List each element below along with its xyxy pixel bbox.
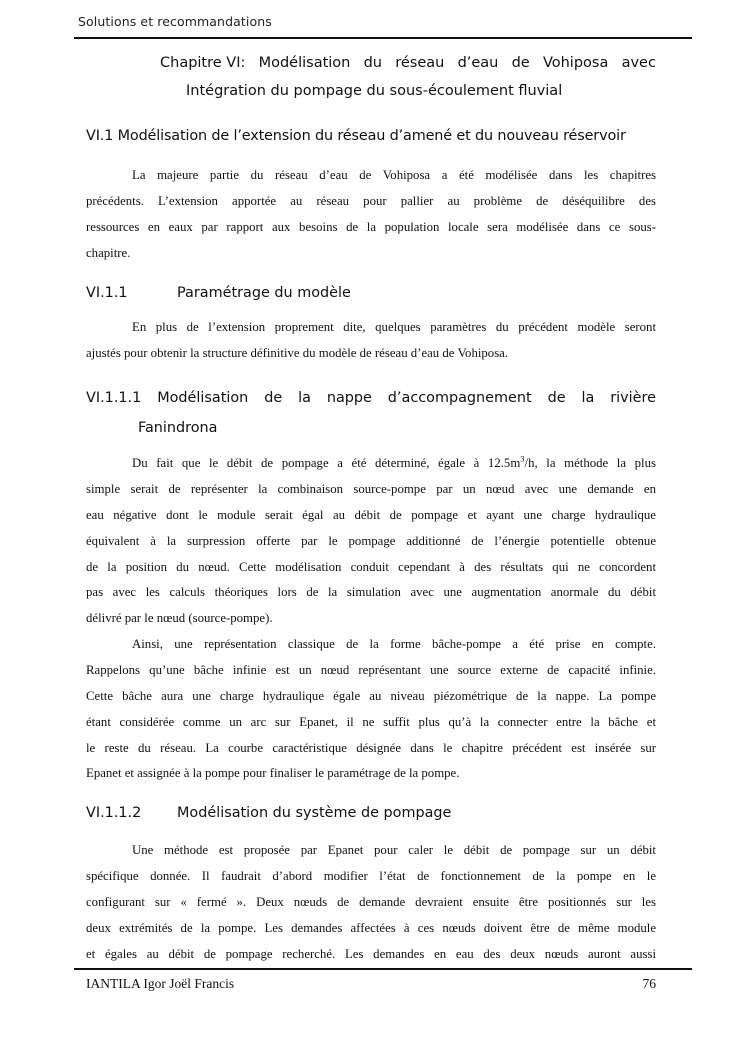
paragraph-line: le reste du réseau. La courbe caractéristique désignée dans le chapitre précédent est insérée sur <box>86 740 656 755</box>
paragraph-line: Une méthode est proposée par Epanet pour caler le débit de pompage sur un débit <box>132 843 656 857</box>
heading-word: VI.1.1.1 <box>86 390 142 406</box>
paragraph-line: et égales au débit de pompage recherché. Les demandes en eau des deux nœuds auront aussi <box>86 946 656 961</box>
section-title: Paramétrage du modèle <box>177 285 351 301</box>
heading-word: la <box>581 390 595 406</box>
paragraph-line: configurant sur « fermé ». Deux nœuds de demande devraient ensuite être positionnés sur les <box>86 894 656 909</box>
paragraph-line: ajustés pour obtenir la structure définitive du modèle de réseau d’eau de Vohiposa. <box>86 345 509 360</box>
heading-word: nappe <box>326 390 372 406</box>
chapter-word: Modélisation <box>258 55 351 71</box>
heading-word: rivière <box>610 390 656 406</box>
paragraph-line: équivalent à la surpression offerte par le pompage additionné de l’énergie potentielle obtenue <box>86 533 656 548</box>
chapter-word: du <box>363 55 382 71</box>
paragraph-line: ressources en eaux par rapport aux besoins de la population locale sera modélisée dans ce sous- <box>86 219 656 234</box>
footer-author: IANTILA Igor Joël Francis <box>86 976 235 991</box>
paragraph-line: étant considérée comme un arc sur Epanet, il ne suffit plus qu’à la connecter entre la bâche et <box>86 714 656 729</box>
section-number: VI.1.1 <box>86 285 128 301</box>
section-heading-vi-1-1-1 <box>86 383 656 443</box>
header-rule <box>74 37 692 39</box>
superscript: 3 <box>520 453 525 464</box>
paragraph-5 <box>86 838 656 967</box>
paragraph-line: chapitre. <box>86 245 131 260</box>
paragraph-line: Ainsi, une représentation classique de la forme bâche-pompe a été prise en compte. <box>132 637 656 651</box>
heading-word: d’accompagnement <box>387 390 532 406</box>
chapter-title-line-2: Intégration du pompage du sous-écoulement fluvial <box>186 83 563 99</box>
chapter-word: d’eau <box>457 55 499 71</box>
paragraph-line: de la position du nœud. Cette modélisation conduit cependant à des résultats qui ne concordent <box>86 559 656 574</box>
section-number: VI.1 <box>86 128 114 144</box>
paragraph-line: Cette bâche aura une charge hydraulique égale au niveau piézométrique de la nappe. La pompe <box>86 688 656 703</box>
paragraph-line: pas avec les calculs théoriques lors de la simulation avec une augmentation anormale du débit <box>86 585 656 600</box>
running-header: Solutions et recommandations <box>78 14 272 29</box>
chapter-word: Chapitre VI: <box>160 55 246 71</box>
heading-line-1 <box>86 383 656 413</box>
section-heading-vi-1-1 <box>86 285 351 301</box>
chapter-word: réseau <box>395 55 445 71</box>
paragraph-line: Rappelons qu’une bâche infinie est un nœud représentant une source externe de capacité infinie. <box>86 662 656 677</box>
heading-word: Modélisation <box>157 390 249 406</box>
paragraph-line: précédents. L’extension apportée au réseau pour pallier au problème de déséquilibre des <box>86 193 656 208</box>
chapter-word: Vohiposa <box>542 55 609 71</box>
paragraph-line: En plus de l’extension proprement dite, quelques paramètres du précédent modèle seront <box>132 320 656 334</box>
section-heading-vi-1 <box>86 128 626 144</box>
paragraph-line: La majeure partie du réseau d’eau de Vohiposa a été modélisée dans les chapitres <box>132 168 656 182</box>
paragraph-line: Epanet et assignée à la pompe pour finaliser le paramétrage de la pompe. <box>86 766 460 781</box>
section-title: Modélisation de l’extension du réseau d’amené et du nouveau réservoir <box>117 128 626 144</box>
text-run: /h, la méthode la plus <box>524 456 656 470</box>
paragraph-3 <box>86 451 656 632</box>
chapter-title <box>86 50 656 106</box>
paragraph-line: eau négative dont le module serait égal au débit de pompage et ayant une charge hydraulique <box>86 507 656 522</box>
chapter-title-line-1 <box>160 50 656 76</box>
paragraph-line <box>86 451 656 477</box>
paragraph-4 <box>86 632 656 787</box>
paragraph-line: deux extrémités de la pompe. Les demandes affectées à ces nœuds doivent être de même module <box>86 920 656 935</box>
heading-line-2: Fanindrona <box>138 420 218 436</box>
footer-rule <box>74 968 692 970</box>
paragraph-1 <box>86 163 656 267</box>
section-number: VI.1.1.2 <box>86 805 142 821</box>
heading-word: de <box>547 390 566 406</box>
paragraph-line: simple serait de représenter la combinaison source-pompe par un nœud avec une demande en <box>86 481 656 496</box>
section-title: Modélisation du système de pompage <box>177 805 452 821</box>
paragraph-line: délivré par le nœud (source-pompe). <box>86 611 273 626</box>
chapter-word: avec <box>621 55 656 71</box>
heading-word: de <box>264 390 283 406</box>
chapter-word: de <box>511 55 530 71</box>
paragraph-2 <box>86 315 656 367</box>
text-run: Du fait que le débit de pompage a été déterminé, égale à 12.5m <box>132 456 521 470</box>
heading-word: la <box>298 390 311 406</box>
section-heading-vi-1-1-2 <box>86 805 451 821</box>
paragraph-line: spécifique donnée. Il faudrait d’abord modifier l’état de fonctionnement de la pompe en le <box>86 868 656 883</box>
page-number: 76 <box>642 976 656 991</box>
